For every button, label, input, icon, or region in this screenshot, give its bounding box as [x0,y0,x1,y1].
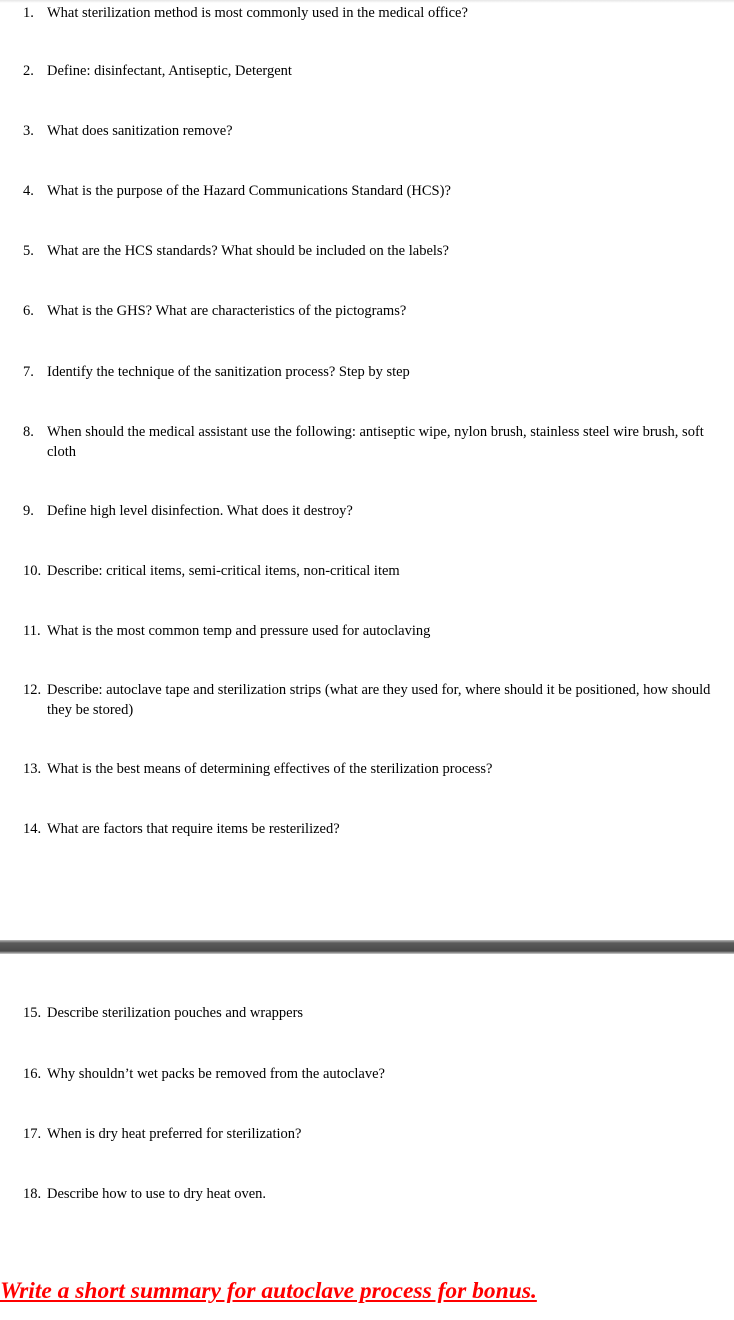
page-break-divider [0,940,734,954]
question-number: 2. [23,63,34,79]
question-number: 18. [23,1186,42,1202]
question-text: Identify the technique of the sanitization process? Step by step [47,364,410,380]
question-text: Define high level disinfection. What does it destroy? [47,503,353,519]
question-text: What is the GHS? What are characteristics of the pictograms? [47,303,407,319]
bonus-instruction: Write a short summary for autoclave process for bonus. [0,1278,537,1304]
question-number: 11. [23,623,41,639]
question-text: What are the HCS standards? What should be included on the labels? [47,243,449,259]
question-number: 6. [23,303,34,319]
question-text: What are factors that require items be resterilized? [47,821,340,837]
question-text: Describe sterilization pouches and wrappers [47,1005,304,1021]
question-text: What is the purpose of the Hazard Communications Standard (HCS)? [47,183,451,199]
question-number: 13. [23,761,42,777]
question-number: 17. [23,1126,42,1142]
question-text: Describe how to use to dry heat oven. [47,1186,267,1202]
question-text: What is the most common temp and pressure used for autoclaving [47,623,431,639]
question-text: Describe: autoclave tape and sterilization strips (what are they used for, where should it be positioned, how should they be stored) [47,682,711,718]
question-number: 14. [23,821,42,837]
question-number: 7. [23,364,34,380]
question-text: When should the medical assistant use the following: antiseptic wipe, nylon brush, stainless steel wire brush, soft cloth [47,424,704,460]
question-number: 16. [23,1066,42,1082]
question-text: What sterilization method is most commonly used in the medical office? [47,5,468,21]
question-number: 10. [23,563,42,579]
question-number: 4. [23,183,34,199]
question-number: 9. [23,503,34,519]
question-number: 5. [23,243,34,259]
question-number: 3. [23,123,34,139]
question-number: 12. [23,682,42,698]
question-text: Define: disinfectant, Antiseptic, Detergent [47,63,292,79]
question-text: When is dry heat preferred for sterilization? [47,1126,302,1142]
question-number: 1. [23,5,34,21]
question-text: What is the best means of determining effectives of the sterilization process? [47,761,493,777]
question-number: 8. [23,424,34,440]
question-text: What does sanitization remove? [47,123,233,139]
question-number: 15. [23,1005,42,1021]
question-text: Describe: critical items, semi-critical items, non-critical item [47,563,400,579]
question-text: Why shouldn’t wet packs be removed from the autoclave? [47,1066,385,1082]
